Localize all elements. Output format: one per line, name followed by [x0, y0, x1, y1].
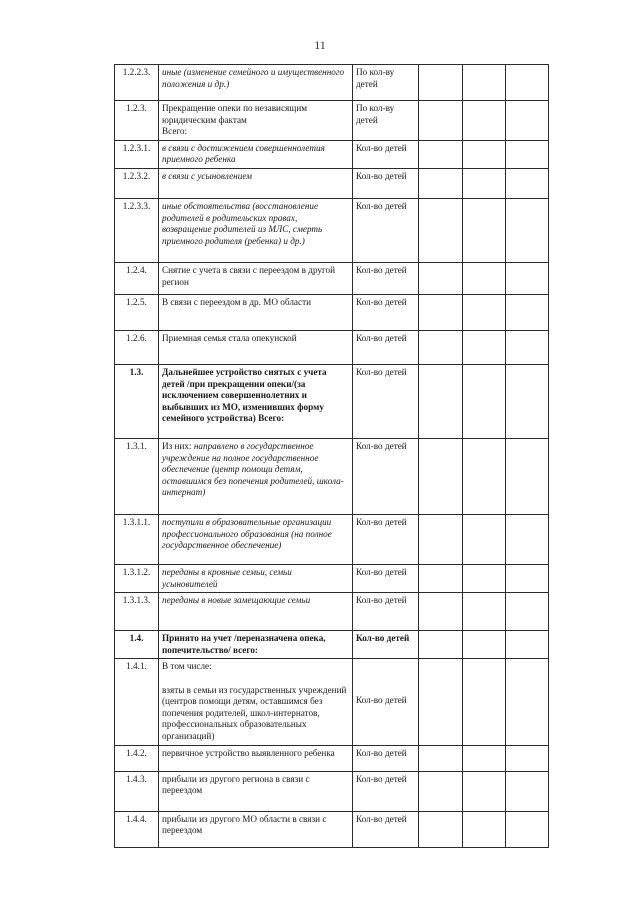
value-cell: [506, 771, 549, 811]
page-number: 11: [314, 38, 326, 52]
table-row: [115, 168, 549, 198]
value-cell: [419, 659, 463, 745]
value-cell: [463, 330, 506, 364]
row-unit: Кол-во детей: [353, 364, 419, 438]
row-unit: Кол-во детей: [353, 745, 419, 771]
value-cell: [419, 294, 463, 330]
row-number: 1.4.2.: [115, 745, 159, 771]
value-cell: [419, 140, 463, 168]
value-cell: [463, 631, 506, 659]
row-unit: Кол-во детей: [353, 262, 419, 294]
row-number: 1.2.3.2.: [115, 168, 159, 198]
value-cell: [463, 65, 506, 101]
table-row: [115, 771, 549, 811]
unit-spacer: [356, 661, 415, 695]
row-number: 1.2.3.: [115, 101, 159, 141]
value-cell: [419, 631, 463, 659]
row-number: 1.3.1.3.: [115, 593, 159, 631]
row-number: 1.3.: [115, 364, 159, 438]
report-table-body: [115, 65, 549, 848]
row-unit: Кол-во детей: [353, 438, 419, 514]
value-cell: [506, 659, 549, 745]
table-row: [115, 198, 549, 262]
value-cell: [419, 771, 463, 811]
value-cell: [419, 65, 463, 101]
value-cell: [463, 659, 506, 745]
value-cell: [419, 330, 463, 364]
table-row: [115, 514, 549, 564]
row-description: Дальнейшее устройство снятых с учета детей /при прекращении опеки/(за исключением совершеннолетних и выбывших из МО, изменивших форму семейного устройства) Всего:: [159, 364, 353, 438]
row-description: в связи с достижением совершеннолетия приемного ребенка: [159, 140, 353, 168]
value-cell: [463, 262, 506, 294]
row-unit: Кол-во детей: [353, 564, 419, 592]
row-description: поступили в образовательные организации профессионального образования (на полное государственное обеспечение): [159, 514, 353, 564]
row-unit: По кол-ву детей: [353, 65, 419, 101]
value-cell: [463, 140, 506, 168]
row-description-prefix: Из них:: [162, 440, 194, 451]
value-cell: [419, 364, 463, 438]
row-number: 1.2.5.: [115, 294, 159, 330]
row-number: 1.4.4.: [115, 811, 159, 847]
row-number: 1.2.4.: [115, 262, 159, 294]
row-description: прибыли из другого региона в связи с переездом: [159, 771, 353, 811]
row-number: 1.3.1.1.: [115, 514, 159, 564]
row-number: 1.4.1.: [115, 659, 159, 745]
row-number: 1.2.6.: [115, 330, 159, 364]
report-table: [114, 64, 549, 848]
value-cell: [463, 294, 506, 330]
row-unit: Кол-во детей: [353, 514, 419, 564]
value-cell: [419, 438, 463, 514]
value-cell: [419, 198, 463, 262]
table-row: [115, 811, 549, 847]
value-cell: [419, 593, 463, 631]
row-description: Снятие с учета в связи с переездом в другой регион: [159, 262, 353, 294]
value-cell: [463, 514, 506, 564]
value-cell: [506, 745, 549, 771]
row-number: 1.2.3.3.: [115, 198, 159, 262]
value-cell: [506, 294, 549, 330]
value-cell: [419, 101, 463, 141]
row-description: В том числе: взяты в семьи из государственных учреждений (центров помощи детям, оставшимся без попечения родителей, школ-интернатов, профессиональных образовательных организаций): [159, 659, 353, 745]
row-description: Прекращение опеки по независящим юридическим фактам Всего:: [159, 101, 353, 141]
row-description: в связи с усыновлением: [159, 168, 353, 198]
value-cell: [463, 745, 506, 771]
row-unit-text: Кол-во детей: [356, 695, 407, 706]
row-number: 1.2.3.1.: [115, 140, 159, 168]
row-number: 1.3.1.: [115, 438, 159, 514]
table-row: [115, 564, 549, 592]
row-description-rest: направлено в государственное учреждение на полное государственное обеспечение (центр помощи детям, оставшимся без попечения родителей, школа-интернат): [162, 440, 344, 498]
value-cell: [463, 438, 506, 514]
row-unit: Кол-во детей: [353, 593, 419, 631]
row-unit: [353, 659, 419, 745]
value-cell: [506, 262, 549, 294]
row-description: иные (изменение семейного и имущественного положения и др.): [159, 65, 353, 101]
row-unit: Кол-во детей: [353, 631, 419, 659]
table-row: [115, 330, 549, 364]
value-cell: [506, 593, 549, 631]
value-cell: [506, 65, 549, 101]
value-cell: [506, 438, 549, 514]
value-cell: [419, 745, 463, 771]
row-description: переданы в кровные семьи, семьи усыновителей: [159, 564, 353, 592]
row-unit: По кол-ву детей: [353, 101, 419, 141]
table-row: [115, 659, 549, 745]
row-unit: Кол-во детей: [353, 168, 419, 198]
row-unit: Кол-во детей: [353, 294, 419, 330]
value-cell: [463, 564, 506, 592]
row-description: прибыли из другого МО области в связи с переездом: [159, 811, 353, 847]
value-cell: [463, 168, 506, 198]
value-cell: [463, 593, 506, 631]
value-cell: [463, 198, 506, 262]
row-unit: Кол-во детей: [353, 140, 419, 168]
value-cell: [506, 140, 549, 168]
row-description: В связи с переездом в др. МО области: [159, 294, 353, 330]
value-cell: [506, 564, 549, 592]
row-number: 1.3.1.2.: [115, 564, 159, 592]
row-unit: Кол-во детей: [353, 330, 419, 364]
table-row: [115, 101, 549, 141]
value-cell: [419, 811, 463, 847]
value-cell: [463, 101, 506, 141]
table-row: [115, 262, 549, 294]
row-description: [159, 438, 353, 514]
row-number: 1.2.2.3.: [115, 65, 159, 101]
value-cell: [506, 101, 549, 141]
value-cell: [419, 168, 463, 198]
value-cell: [463, 771, 506, 811]
value-cell: [419, 564, 463, 592]
value-cell: [419, 262, 463, 294]
table-row: [115, 593, 549, 631]
row-description: иные обстоятельства (восстановление родителей в родительских правах, возвращение родителей из МЛС, смерть приемного родителя (ребенка) и др.): [159, 198, 353, 262]
row-number: 1.4.: [115, 631, 159, 659]
row-number: 1.4.3.: [115, 771, 159, 811]
value-cell: [463, 811, 506, 847]
value-cell: [506, 514, 549, 564]
row-description: Приемная семья стала опекунской: [159, 330, 353, 364]
value-cell: [463, 364, 506, 438]
table-row: [115, 65, 549, 101]
row-description: Принято на учет /переназначена опека, попечительство/ всего:: [159, 631, 353, 659]
value-cell: [506, 364, 549, 438]
table-row: [115, 631, 549, 659]
table-row: [115, 745, 549, 771]
table-row: [115, 438, 549, 514]
table-row: [115, 294, 549, 330]
value-cell: [419, 514, 463, 564]
row-description: первичное устройство выявленного ребенка: [159, 745, 353, 771]
value-cell: [506, 168, 549, 198]
value-cell: [506, 330, 549, 364]
row-description: переданы в новые замещающие семьи: [159, 593, 353, 631]
value-cell: [506, 631, 549, 659]
value-cell: [506, 198, 549, 262]
table-row: [115, 140, 549, 168]
row-unit: Кол-во детей: [353, 771, 419, 811]
row-unit: Кол-во детей: [353, 811, 419, 847]
row-unit: Кол-во детей: [353, 198, 419, 262]
value-cell: [506, 811, 549, 847]
table-row: [115, 364, 549, 438]
